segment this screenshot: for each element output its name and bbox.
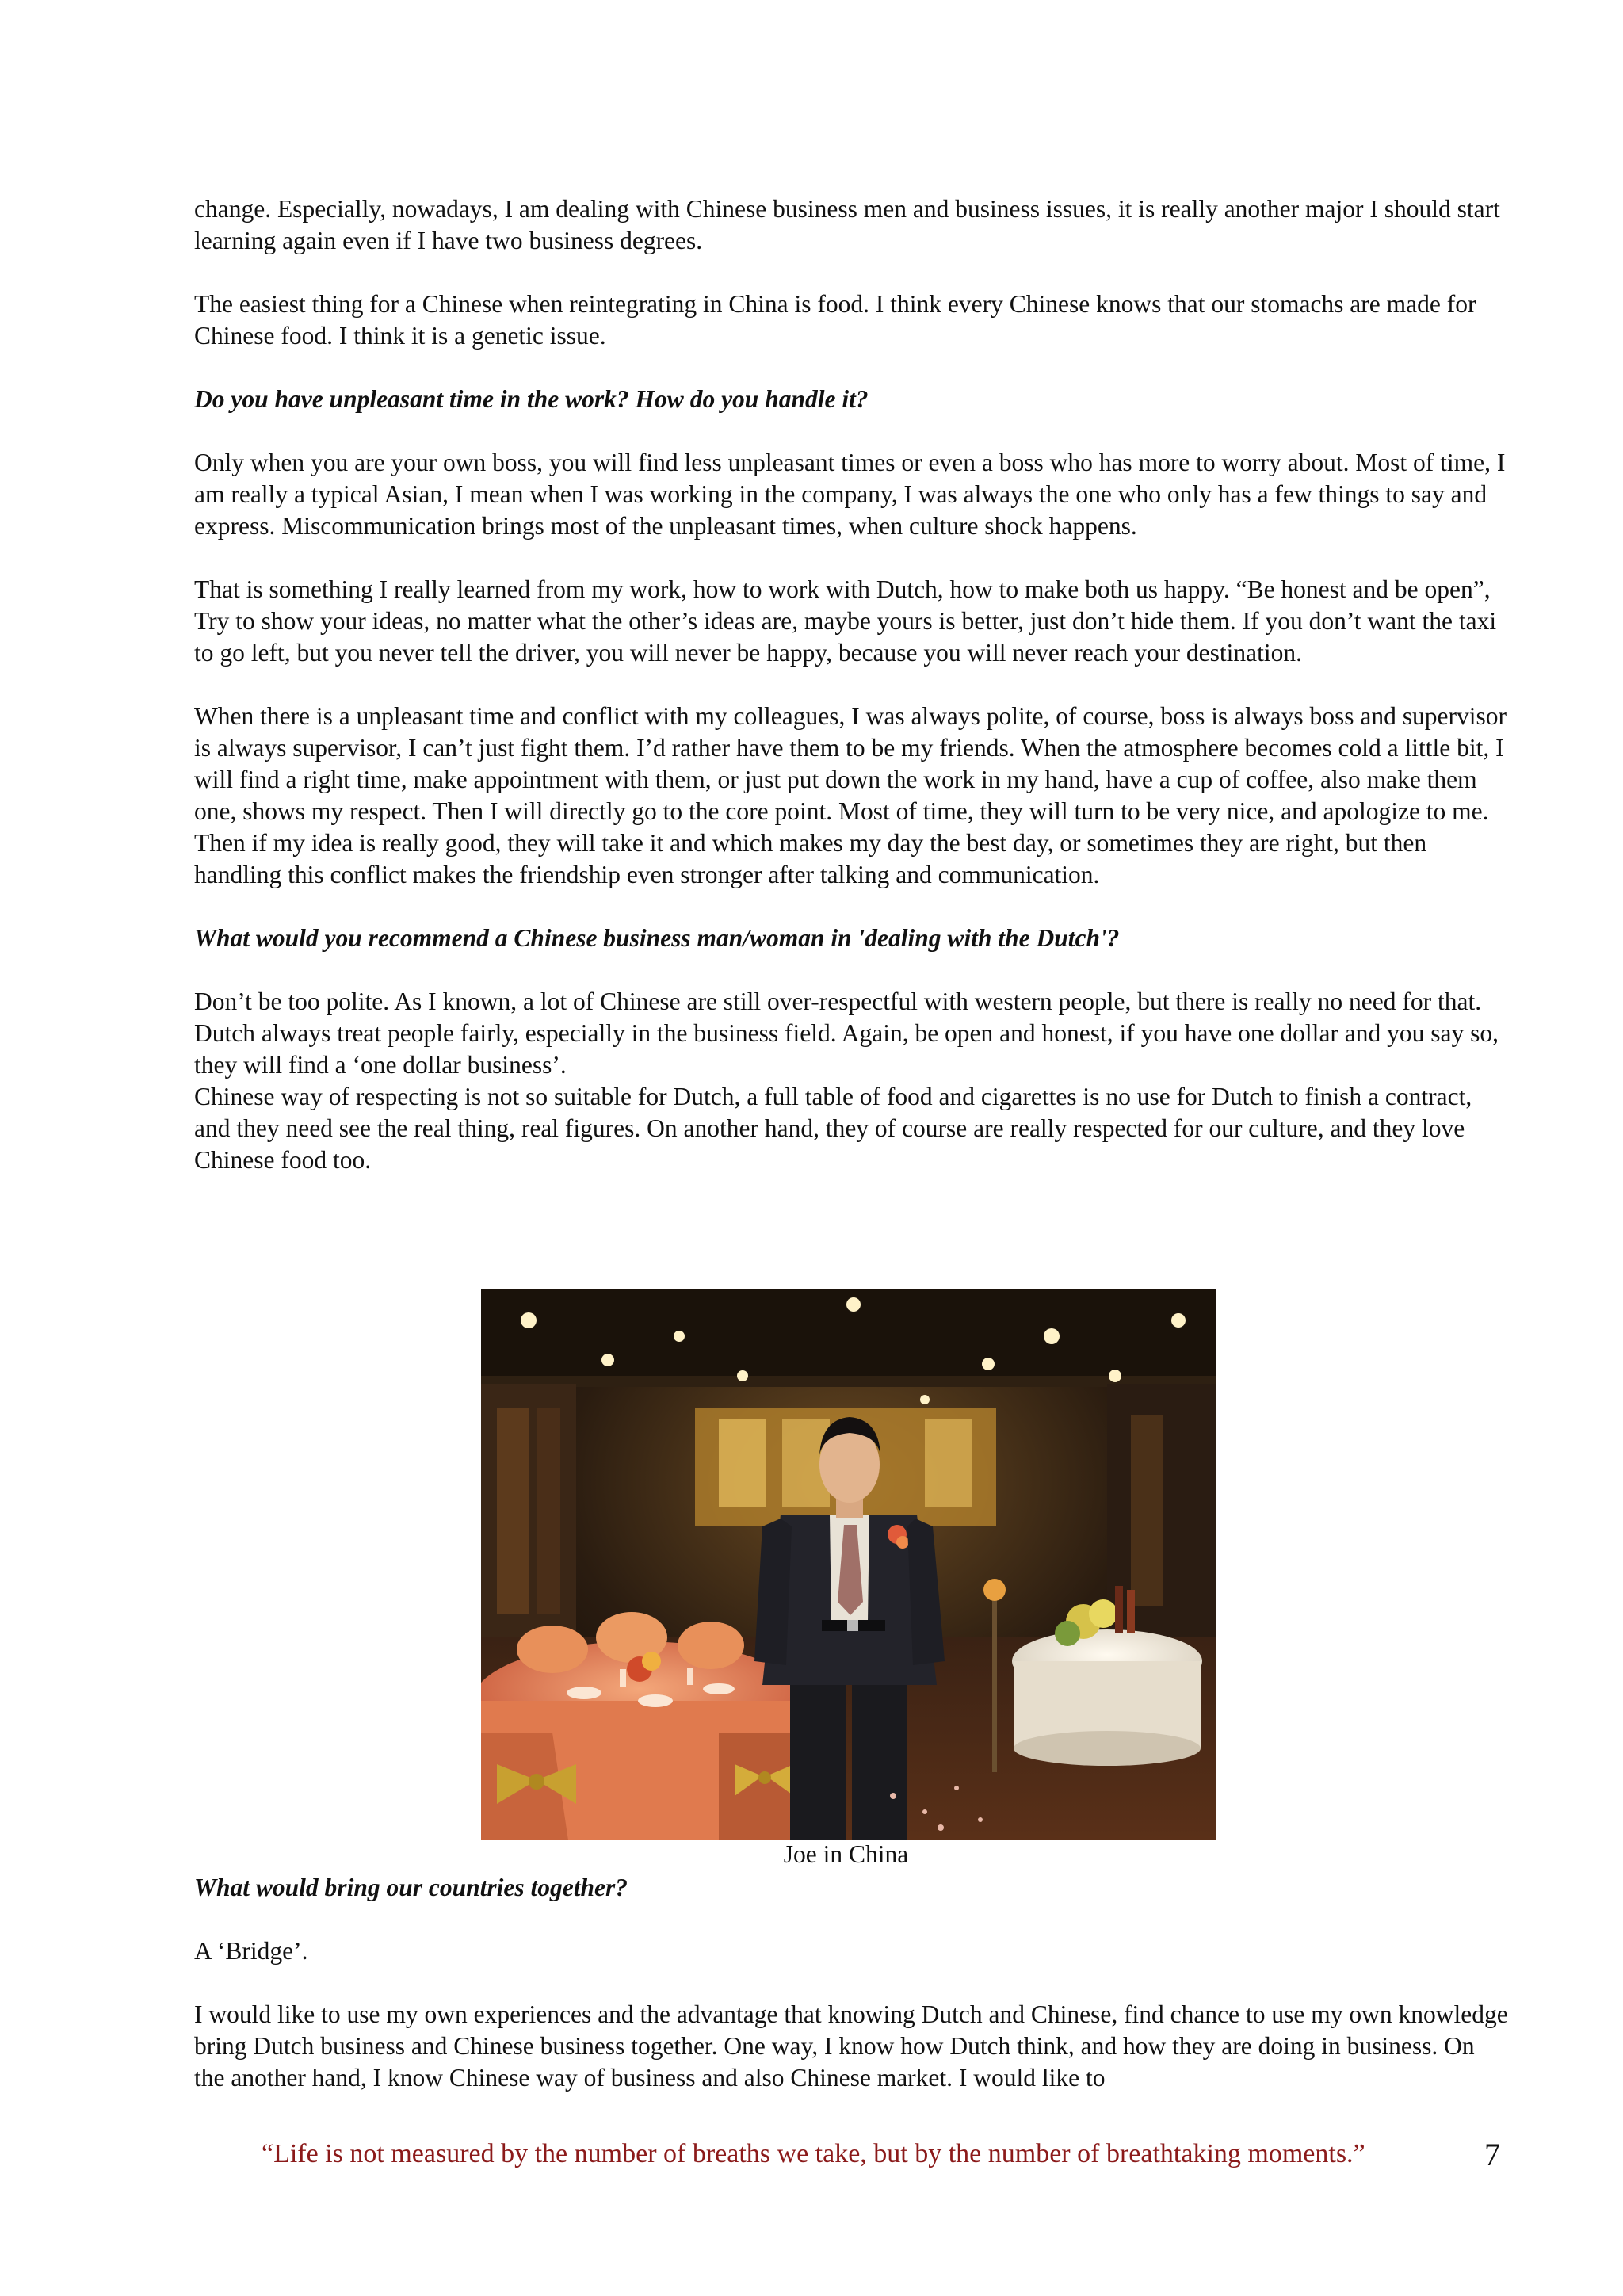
paragraph-own-boss: Only when you are your own boss, you will find less unpleasant times or even a boss who has more to worry about. Most of time, I am really a typical Asian, I mean when I was working in the company, I was always the one who only has a few things to say and express. Miscommunication brings most of the unpleasant times, when culture shock happens. <box>194 449 1506 540</box>
paragraph-experience: I would like to use my own experiences and the advantage that knowing Dutch and Chinese, find chance to use my own knowledge bring Dutch business and Chinese business together. One way, I know how Dutch think, and how they are doing in business. On the another hand, I know Chinese way of business and also Chinese market. I would like to <box>194 2000 1508 2092</box>
article-body <box>194 193 1510 1208</box>
figure-caption: Joe in China <box>783 1840 909 1868</box>
question-recommend: What would you recommend a Chinese business man/woman in 'dealing with the Dutch'? <box>194 924 1120 952</box>
article-body-continued <box>194 1872 1510 2126</box>
footer-quote: “Life is not measured by the number of breaths we take, but by the number of breathtaking moments.” <box>262 2139 1365 2168</box>
paragraph-food: The easiest thing for a Chinese when reintegrating in China is food. I think every Chinese knows that our stomachs are made for Chinese food. I think it is a genetic issue. <box>194 290 1476 350</box>
photo-joe-in-china <box>481 1289 1216 1840</box>
page-number: 7 <box>1484 2137 1500 2172</box>
paragraph-respecting: Chinese way of respecting is not so suitable for Dutch, a full table of food and cigarettes is no use for Dutch to finish a contract, and they need see the real thing, real figures. On another hand, they of course are really respected for our culture, and they love Chinese food too. <box>194 1083 1472 1174</box>
paragraph-intro: change. Especially, nowadays, I am dealing with Chinese business men and business issues, it is really another major I should start learning again even if I have two business degrees. <box>194 195 1500 254</box>
paragraph-not-too-polite: Don’t be too polite. As I known, a lot of Chinese are still over-respectful with western people, but there is really no need for that. Dutch always treat people fairly, especially in the business field. Again, be open and honest, if you have one dollar and you say so, they will find a ‘one dollar business’. <box>194 988 1499 1079</box>
paragraph-be-honest: That is something I really learned from my work, how to work with Dutch, how to make both us happy. “Be honest and be open”, Try to show your ideas, no matter what the other’s ideas are, maybe yours is better, just don’t hide them. If you don’t want the taxi to go left, but you never tell the driver, you will never be happy, because you will never reach your destination. <box>194 575 1497 667</box>
question-bring-together: What would bring our countries together? <box>194 1874 628 1901</box>
paragraph-conflict: When there is a unpleasant time and conflict with my colleagues, I was always polite, of course, boss is always boss and supervisor is always supervisor, I can’t just fight them. I’d rather have them to be my friends. When the atmosphere becomes cold a little bit, I will find a right time, make appointment with them, or just put down the work in my hand, have a cup of coffee, also make them one, shows my respect. Then I will directly go to the core point. Most of time, they will turn to be very nice, and apologize to me. Then if my idea is really good, they will take it and which makes my day the best day, or sometimes they are right, but then handling this conflict makes the friendship even stronger after talking and communication. <box>194 702 1507 888</box>
question-unpleasant-time: Do you have unpleasant time in the work? How do you handle it? <box>194 385 869 413</box>
paragraph-bridge: A ‘Bridge’. <box>194 1937 308 1965</box>
